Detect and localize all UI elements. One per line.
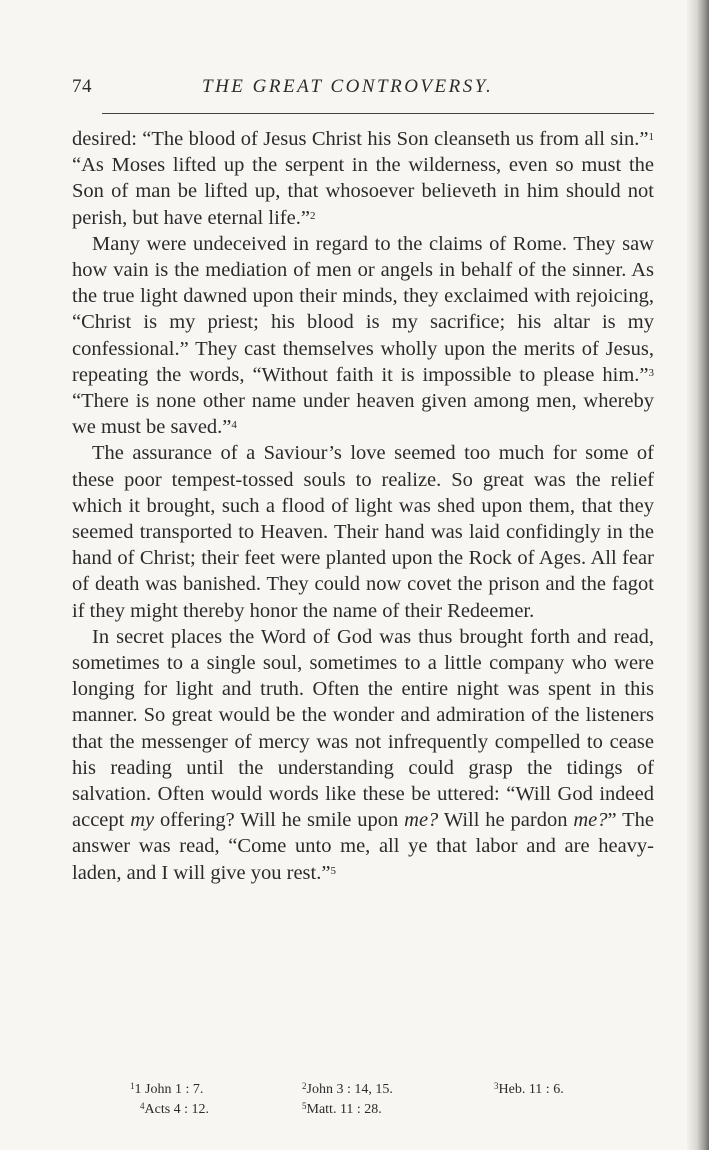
page-number: 74 bbox=[72, 76, 92, 97]
footnote-number: 1 bbox=[130, 1081, 135, 1091]
footnote-number: 3 bbox=[494, 1081, 499, 1091]
paragraph-text: desired: “The blood of Jesus Christ his Son cleanseth us from all sin.” bbox=[72, 128, 649, 150]
footnotes bbox=[72, 1082, 654, 1122]
paragraph-text: “There is none other name under heaven given among men, whereby we must be saved.” bbox=[72, 390, 654, 439]
footnote-5 bbox=[302, 1102, 382, 1118]
footnote-ref: 1 bbox=[648, 131, 654, 143]
footnote-ref: 5 bbox=[330, 864, 336, 877]
header-rule bbox=[102, 113, 654, 114]
footnote-text: John 3 : 14, 15. bbox=[306, 1082, 393, 1097]
paragraph-text: Many were undeceived in regard to the claims of Rome. They saw how vain is the mediation of men or angels in behalf of the sinner. As the true light dawned upon their minds, they exclaimed with rejoicing, “Christ is my priest; his blood is my sacrifice; his altar is my confessional.” They cast themselves wholly upon the merits of Jesus, repeating the words, “Without faith it is impossible to please him.” bbox=[72, 232, 654, 386]
footnote-number: 4 bbox=[140, 1101, 145, 1111]
paragraph-1 bbox=[72, 126, 654, 231]
footnote-row bbox=[72, 1082, 654, 1102]
footnote-text: Matt. 11 : 28. bbox=[306, 1102, 382, 1117]
footnote-text: Heb. 11 : 6. bbox=[498, 1082, 564, 1097]
footnote-row bbox=[72, 1102, 654, 1122]
footnote-number: 5 bbox=[302, 1101, 307, 1111]
footnote-ref: 2 bbox=[309, 209, 316, 222]
paragraph-3: The assurance of a Saviour’s love seemed too much for some of these poor tempest-tossed souls to realize. So great was the relief which it brought, such a flood of light was shed upon them, that they seemed transported to Heaven. Their hand was laid confidingly in the hand of Christ; their feet were planted upon the Rock of Ages. All fear of death was banished. They could now covet the prison and the fagot if they might thereby honor the name of their Redeemer. bbox=[72, 442, 654, 622]
paragraph-text: In secret places the Word of God was thus brought forth and read, sometimes to a single soul, sometimes to a little company who were longing for light and truth. Often the entire night was spent in this manner. So great would be the wonder and admiration of the listeners that the messenger of mercy was not infrequently compelled to cease his reading until the understanding could grasp the tidings of salvation. Often would words like these be uttered: “Will God indeed accept bbox=[72, 625, 654, 832]
footnote-text: 1 John 1 : 7. bbox=[134, 1082, 204, 1097]
emphasis: my bbox=[130, 809, 155, 832]
footnote-text: Acts 4 : 12. bbox=[144, 1102, 210, 1117]
emphasis: me? bbox=[573, 809, 608, 832]
page-header bbox=[72, 76, 654, 104]
footnote-number: 2 bbox=[302, 1081, 307, 1091]
footnote-4 bbox=[140, 1102, 209, 1118]
body-text bbox=[72, 126, 654, 886]
book-page bbox=[72, 76, 654, 1117]
footnote-3 bbox=[494, 1082, 564, 1098]
paragraph-4 bbox=[72, 624, 654, 886]
paragraph-text: ” The answer was read, “Come unto me, all ye that labor and are heavy-laden, and I will give you rest.” bbox=[72, 809, 654, 884]
paragraph-text: offering? Will he smile upon bbox=[154, 809, 405, 832]
footnote-ref: 3 bbox=[648, 366, 654, 379]
paragraph-text: Will he pardon bbox=[438, 809, 574, 832]
footnote-ref: 4 bbox=[231, 419, 237, 432]
footnote-1 bbox=[130, 1082, 203, 1098]
paragraph-2 bbox=[72, 231, 654, 441]
emphasis: me? bbox=[404, 809, 439, 832]
running-title: THE GREAT CONTROVERSY. bbox=[202, 76, 494, 97]
book-spine-shadow bbox=[687, 0, 709, 1150]
paragraph-text: “As Moses lifted up the serpent in the wilderness, even so must the Son of man be lifted up, that whosoever believeth in him should not perish, but have eternal life.” bbox=[72, 154, 654, 229]
footnote-2 bbox=[302, 1082, 393, 1098]
